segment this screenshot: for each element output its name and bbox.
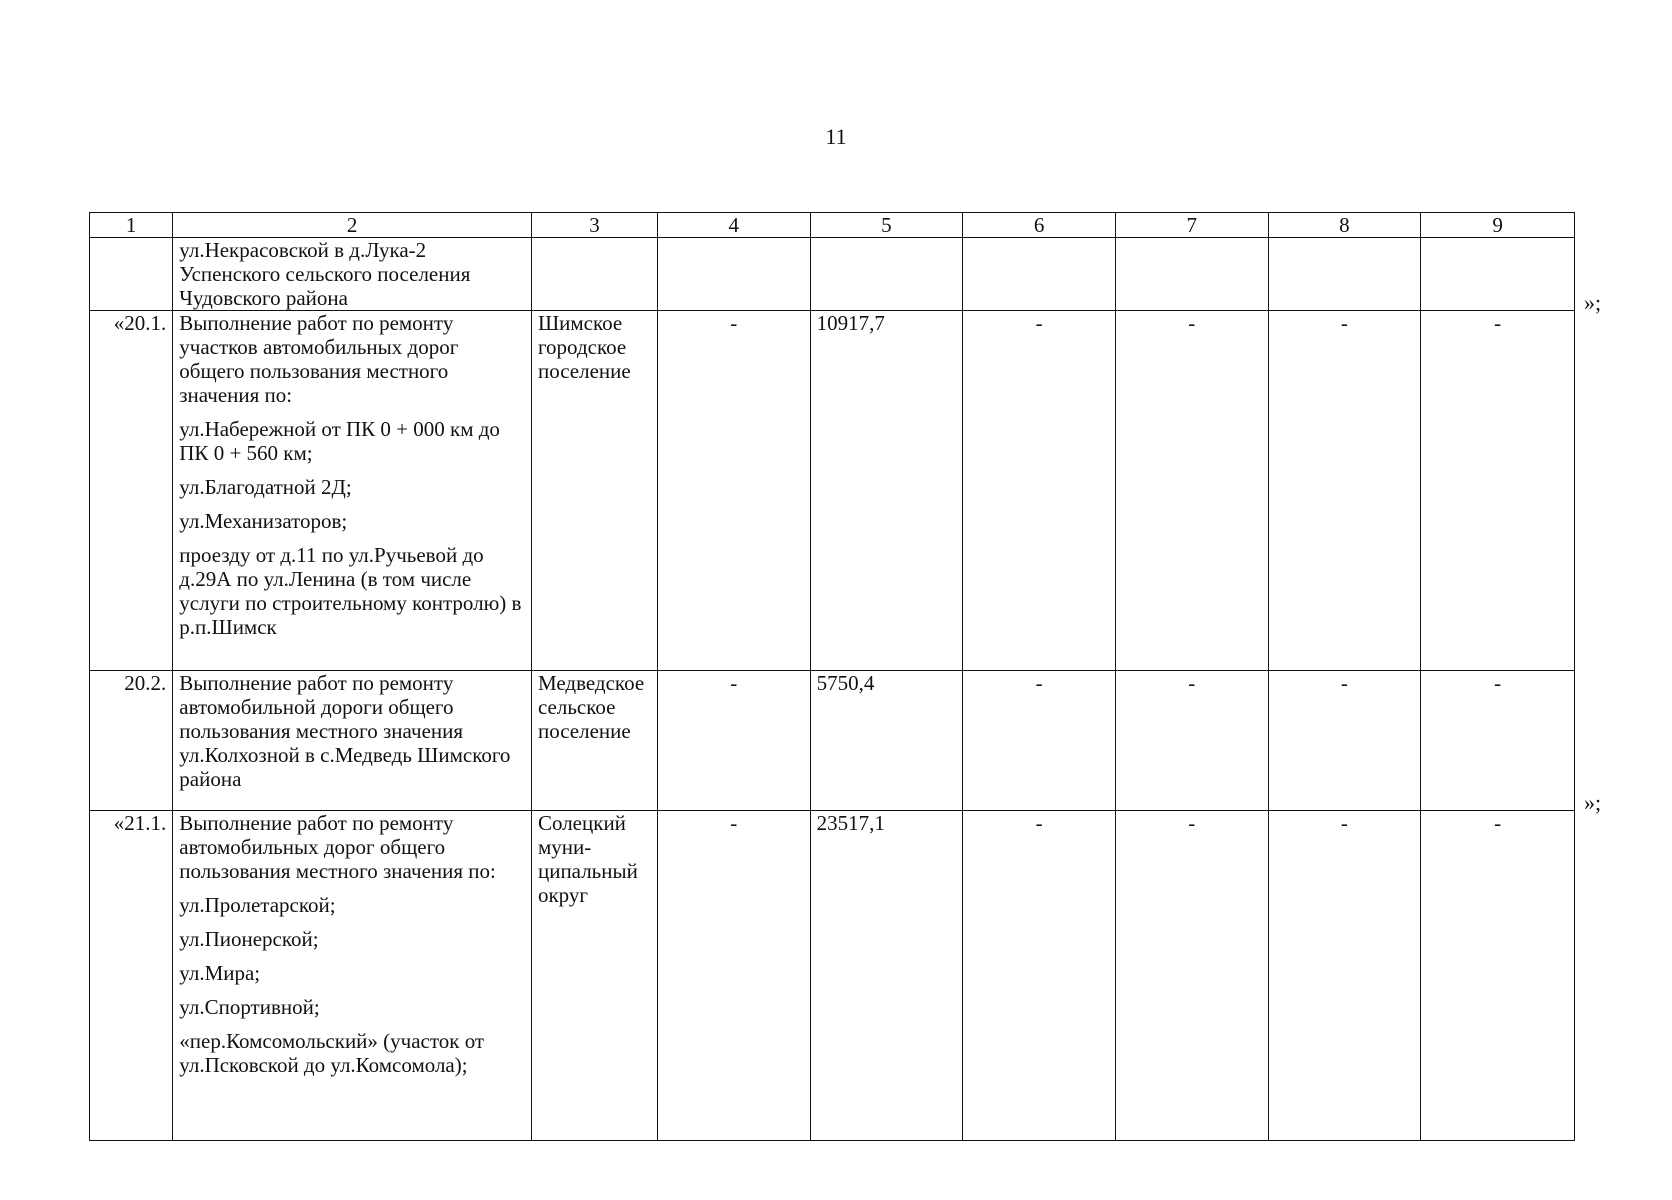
cell-col9: - xyxy=(1421,311,1575,671)
description-line: «пер.Комсомольский» (участок от ул.Псковской до ул.Комсомола); xyxy=(179,1029,485,1077)
budget-table xyxy=(89,212,1575,1141)
table-row xyxy=(90,811,1575,1141)
cell-col4: - xyxy=(657,811,810,1141)
cell-col8: - xyxy=(1268,811,1421,1141)
table-row xyxy=(90,671,1575,811)
description-line: ул.Спортивной; xyxy=(179,995,320,1019)
description-line: ул.Пролетарской; xyxy=(179,893,336,917)
header-col-8: 8 xyxy=(1268,213,1421,238)
cell-description xyxy=(173,311,532,671)
cell-col7: - xyxy=(1115,311,1268,671)
description-line: ул.Механизаторов; xyxy=(179,509,348,533)
header-col-6: 6 xyxy=(963,213,1116,238)
cell-col4: - xyxy=(657,311,810,671)
cell-col7: - xyxy=(1115,811,1268,1141)
description-line: ул.Пионерской; xyxy=(179,927,319,951)
description-line: Выполнение работ по ремонту участков автомобильных дорог общего пользования местного значения по: xyxy=(179,311,459,407)
cell-col6: - xyxy=(963,311,1116,671)
cell-col7: - xyxy=(1115,671,1268,811)
cell-col5: 5750,4 xyxy=(810,671,963,811)
description-line: ул.Благодатной 2Д; xyxy=(179,475,352,499)
header-col-7: 7 xyxy=(1115,213,1268,238)
page-number: 11 xyxy=(825,124,847,149)
cell-col8: - xyxy=(1268,671,1421,811)
header-row xyxy=(90,213,1575,238)
header-col-2: 2 xyxy=(173,213,532,238)
cell-settlement: Медведское сельское поселение xyxy=(531,671,657,811)
cell-num: 20.2. xyxy=(90,671,173,811)
cell-col9: - xyxy=(1421,671,1575,811)
cell-col5: 10917,7 xyxy=(810,311,963,671)
cell-description xyxy=(173,671,532,811)
cell-col8: - xyxy=(1268,311,1421,671)
cell-col4: - xyxy=(657,671,810,811)
cell-col4 xyxy=(657,238,810,311)
cell-description: ул.Некрасовской в д.Лука-2 Успенского сельского поселения Чудовского района xyxy=(173,238,532,311)
cell-settlement: Солецкий муни-ципальный округ xyxy=(531,811,657,1141)
description-line: ул.Мира; xyxy=(179,961,261,985)
table-row-continuation xyxy=(90,238,1575,311)
closing-quote-2: »; xyxy=(1584,790,1602,815)
cell-col9 xyxy=(1421,238,1575,311)
cell-settlement: Шимское городское поселение xyxy=(531,311,657,671)
cell-num xyxy=(90,238,173,311)
header-col-3: 3 xyxy=(531,213,657,238)
cell-col9: - xyxy=(1421,811,1575,1141)
cell-col5: 23517,1 xyxy=(810,811,963,1141)
cell-description xyxy=(173,811,532,1141)
cell-col5 xyxy=(810,238,963,311)
cell-col6 xyxy=(963,238,1116,311)
table-row xyxy=(90,311,1575,671)
cell-col7 xyxy=(1115,238,1268,311)
header-col-1: 1 xyxy=(90,213,173,238)
description-line: проезду от д.11 по ул.Ручьевой до д.29А по ул.Ленина (в том числе услуги по строительному контролю) в р.п.Шимск xyxy=(179,543,522,639)
cell-num: «20.1. xyxy=(90,311,173,671)
description-line: ул.Набережной от ПК 0 + 000 км до ПК 0 + 560 км; xyxy=(179,417,500,465)
cell-col8 xyxy=(1268,238,1421,311)
header-col-5: 5 xyxy=(810,213,963,238)
cell-settlement xyxy=(531,238,657,311)
header-col-4: 4 xyxy=(657,213,810,238)
cell-col6: - xyxy=(963,811,1116,1141)
cell-col6: - xyxy=(963,671,1116,811)
header-col-9: 9 xyxy=(1421,213,1575,238)
description-line: Выполнение работ по ремонту автомобильной дороги общего пользования местного значения ул.Колхозной в с.Медведь Шимского района xyxy=(179,671,511,791)
closing-quote-1: »; xyxy=(1584,290,1602,315)
description-line: Выполнение работ по ремонту автомобильных дорог общего пользования местного значения по: xyxy=(179,811,496,883)
cell-num: «21.1. xyxy=(90,811,173,1141)
